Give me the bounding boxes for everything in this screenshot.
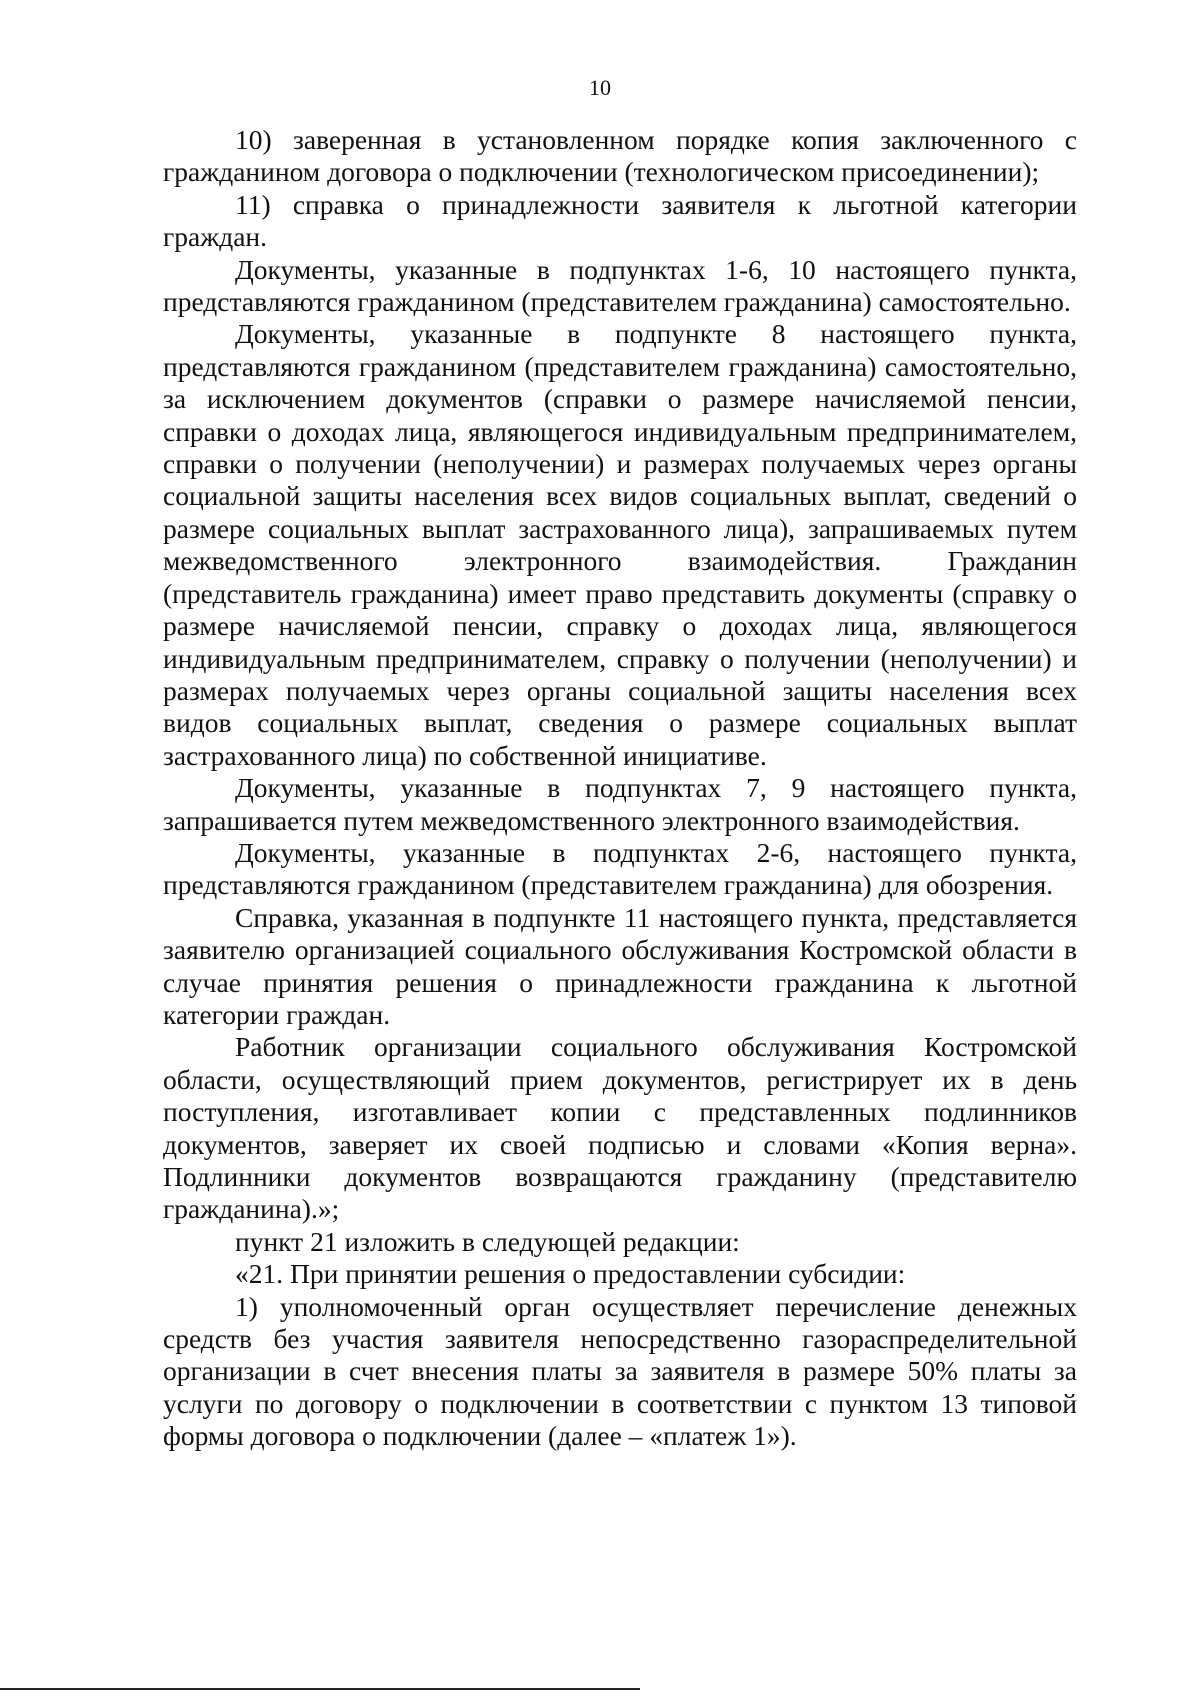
paragraph-documents-2-6: Документы, указанные в подпунктах 2-6, настоящего пункта, представляются гражданином (представителем гражданина) для обозрения. (163, 836, 1077, 901)
paragraph-documents-8: Документы, указанные в подпункте 8 настоящего пункта, представляются гражданином (представителем гражданина) самостоятельно, за исключением документов (справки о размере начисляемой пенсии, справки о доходах лица, являющегося индивидуальным предпринимателем, справки о получении (неполучении) и размерах получаемых через органы социальной защиты населения всех видов социальных выплат, сведений о размере социальных выплат застрахованного лица), запрашиваемых путем межведомственного электронного взаимодействия. Гражданин (представитель гражданина) имеет право представить документы (справку о размере начисляемой пенсии, справку о доходах лица, являющегося индивидуальным предпринимателем, справку о получении (неполучении) и размерах получаемых через органы социальной защиты населения всех видов социальных выплат, сведения о размере социальных выплат застрахованного лица) по собственной инициативе. (163, 318, 1077, 771)
paragraph-point-21-item-1: 1) уполномоченный орган осуществляет перечисление денежных средств без участия заявителя непосредственно газораспределительной организации в счет внесения платы за заявителя в размере 50% платы за услуги по договору о подключении в соответствии с пунктом 13 типовой формы договора о подключении (далее – «платеж 1»). (163, 1290, 1077, 1452)
document-body (163, 124, 1077, 1453)
paragraph-employee-procedure: Работник организации социального обслуживания Костромской области, осуществляющий прием документов, регистрирует их в день поступления, изготавливает копии с представленных подлинников документов, заверяет их своей подписью и словами «Копия верна». Подлинники документов возвращаются гражданину (представителю гражданина).»; (163, 1031, 1077, 1225)
paragraph-documents-1-6-10: Документы, указанные в подпунктах 1-6, 10 настоящего пункта, представляются гражданином (представителем гражданина) самостоятельно. (163, 253, 1077, 318)
paragraph-point-21-intro: пункт 21 изложить в следующей редакции: (235, 1225, 740, 1257)
paragraph-item-11: 11) справка о принадлежности заявителя к льготной категории граждан. (163, 188, 1077, 253)
paragraph-certificate-11: Справка, указанная в подпункте 11 настоящего пункта, представляется заявителю организацией социального обслуживания Костромской области в случае принятия решения о принадлежности гражданина к льготной категории граждан. (163, 901, 1077, 1030)
paragraph-point-21-heading: «21. При принятии решения о предоставлении субсидии: (235, 1258, 906, 1290)
page-number: 10 (589, 75, 611, 100)
paragraph-item-10: 10) заверенная в установленном порядке копия заключенного с гражданином договора о подключении (технологическом присоединении); (163, 124, 1077, 188)
paragraph-documents-7-9: Документы, указанные в подпунктах 7, 9 настоящего пункта, запрашивается путем межведомственного электронного взаимодействия. (163, 772, 1077, 836)
bottom-rule (0, 1688, 640, 1690)
